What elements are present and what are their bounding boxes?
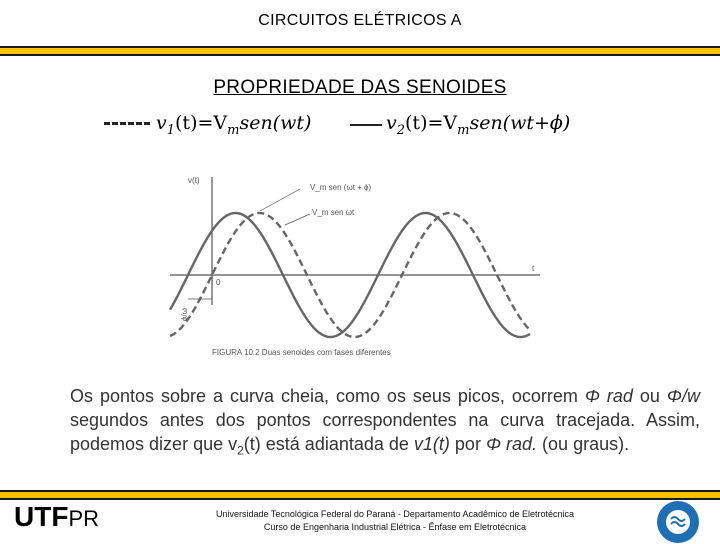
footer-text bbox=[160, 508, 630, 534]
equation-v2: $v_2(t)=V_msen(wt+\phi)$ bbox=[386, 112, 571, 138]
utfpr-logo: UTFPR bbox=[14, 501, 99, 532]
footer-rule bbox=[0, 490, 720, 500]
curve-label-shifted: V_m sen (ωt + ϕ) bbox=[310, 183, 372, 192]
equation-v1: $v_1(t)=V_msen(wt)$ bbox=[156, 112, 312, 138]
curve-label-base: V_m sen ωt bbox=[312, 208, 355, 217]
phase-label: ϕ/ω bbox=[180, 308, 189, 321]
legend-dashed-line bbox=[104, 122, 150, 125]
slide-title: PROPRIEDADE DAS SENOIDES bbox=[213, 77, 507, 98]
legend-solid-line bbox=[350, 124, 382, 126]
header-rule bbox=[0, 46, 720, 56]
footer-line-2: Curso de Engenharia Industrial Elétrica - Ênfase em Eletrotécnica bbox=[263, 522, 527, 532]
footer-line-1: Universidade Tecnológica Federal do Paraná - Departamento Acadêmico de Eletrotécnica bbox=[215, 509, 575, 519]
y-axis-label: v(t) bbox=[188, 176, 200, 185]
x-axis-label: t bbox=[532, 264, 535, 273]
figure-caption: FIGURA 10.2 Duas senoides com fases diferentes bbox=[212, 348, 391, 357]
body-paragraph: Os pontos sobre a curva cheia, como os seus picos, ocorrem Φ rad ou Φ/w segundos antes dos pontos correspondentes na curva tracejada. Assim, podemos dizer que $v_2(t)$ está adiantada de v1(t) por Φ rad. (ou graus). bbox=[70, 386, 700, 458]
eletrotecnica-seal-icon bbox=[656, 500, 700, 544]
origin-label: 0 bbox=[216, 278, 221, 287]
header-title: CIRCUITOS ELÉTRICOS A bbox=[258, 12, 462, 29]
sinusoid-figure bbox=[160, 165, 555, 365]
